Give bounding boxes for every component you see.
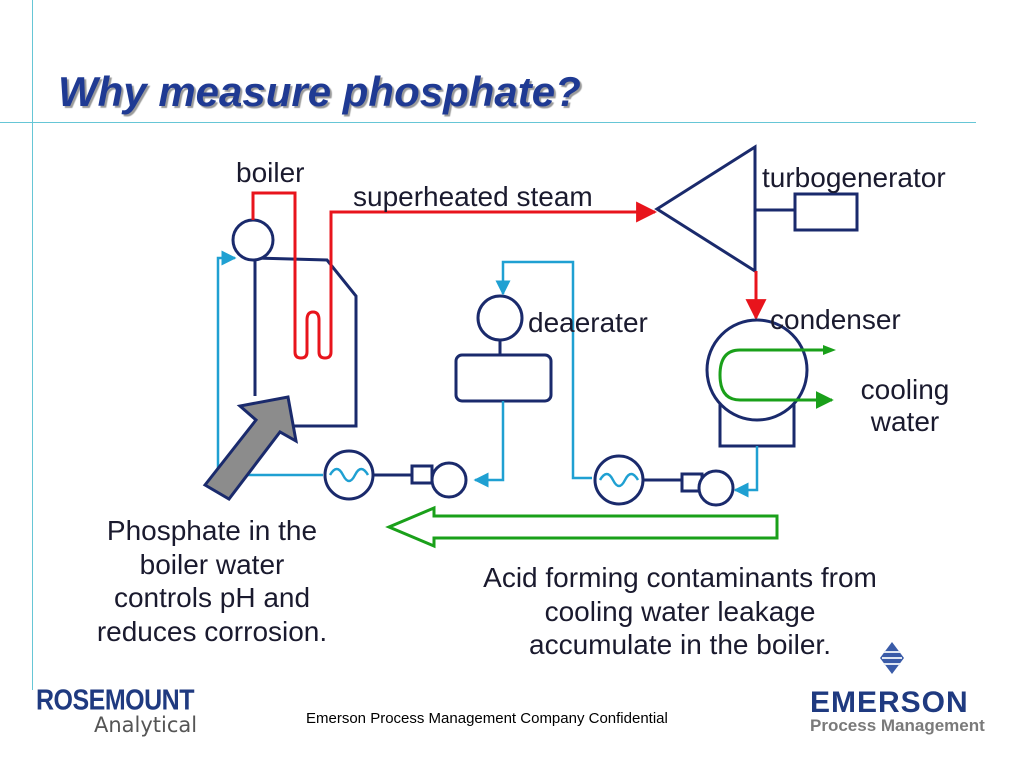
label-turbogenerator: turbogenerator xyxy=(762,162,946,193)
phosphate-note xyxy=(62,514,362,648)
rosemount-logo-wordmark: ROSEMOUNT xyxy=(36,684,194,717)
label-boiler: boiler xyxy=(236,157,305,188)
heat-exchanger-2 xyxy=(595,456,643,504)
acid-note-line: Acid forming contaminants from xyxy=(483,562,877,593)
label-superheated-steam: superheated steam xyxy=(353,181,593,212)
deaerater-head xyxy=(478,296,522,340)
acid-note-line: accumulate in the boiler. xyxy=(529,629,831,661)
rosemount-logo-subtitle: Analytical xyxy=(94,713,198,737)
phosphate-note-line: controls pH and xyxy=(113,582,311,614)
heat-exchanger-1 xyxy=(325,451,373,499)
phosphate-note-line: boiler water xyxy=(139,548,285,580)
generator xyxy=(795,194,857,230)
label-condenser: condenser xyxy=(770,304,901,335)
emerson-logo-subtitle: Process Management xyxy=(810,716,985,735)
contaminant-arrow xyxy=(389,508,777,546)
label-cooling: cooling xyxy=(860,374,950,405)
footer-confidential: Emerson Process Management Company Confidential xyxy=(306,710,668,727)
pump-2 xyxy=(682,471,733,505)
emerson-logo-wordmark: EMERSON xyxy=(810,686,969,719)
boiler-drum xyxy=(233,220,273,260)
pump-1 xyxy=(412,463,466,497)
deaerater-tank xyxy=(456,355,551,401)
phosphate-note-line: reduces corrosion. xyxy=(96,615,328,647)
condenser-unit xyxy=(707,320,836,446)
rosemount-logo xyxy=(36,684,197,737)
emerson-logo xyxy=(810,686,985,736)
acid-note xyxy=(420,561,940,662)
acid-note-line: cooling water leakage xyxy=(544,595,816,627)
turbine xyxy=(657,147,755,271)
label-cooling-water xyxy=(840,374,970,438)
phosphate-note-line: Phosphate in the xyxy=(106,515,318,546)
label-deaerater: deaerater xyxy=(528,307,648,338)
label-water: water xyxy=(870,406,940,438)
slide-title: Why measure phosphate? xyxy=(58,68,581,115)
